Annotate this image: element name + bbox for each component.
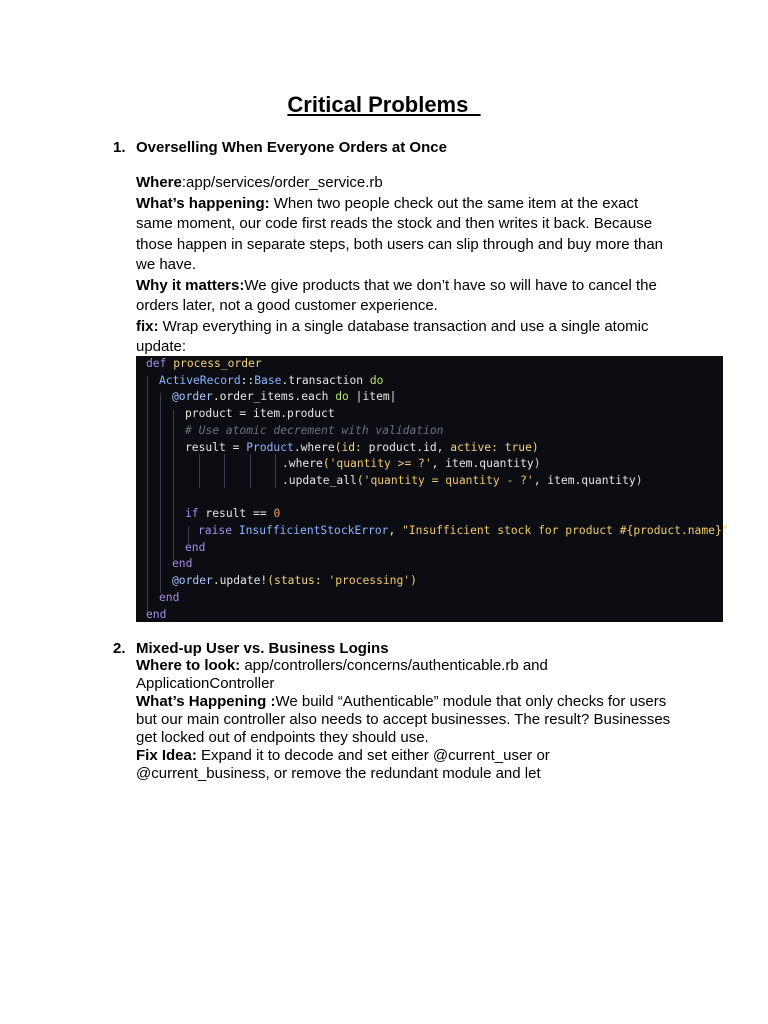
list-number-1: 1. bbox=[113, 139, 126, 156]
fix-text-1: Wrap everything in a single database transaction and use a single atomic bbox=[158, 317, 649, 335]
happening2-line-1 bbox=[136, 693, 696, 711]
code-line-2 bbox=[159, 373, 383, 390]
item-2-body bbox=[136, 657, 696, 783]
code-line-5: # Use atomic decrement with validation bbox=[185, 423, 444, 437]
code-token: ( bbox=[322, 457, 330, 471]
code-token: , bbox=[388, 524, 403, 537]
code-line-6 bbox=[185, 440, 539, 457]
code-token: ( bbox=[356, 473, 364, 487]
happening-line-4: we have. bbox=[136, 256, 197, 273]
fix-line-2: update: bbox=[136, 338, 187, 355]
indent-guide bbox=[173, 410, 174, 560]
indent-guide bbox=[199, 454, 200, 488]
code-token: " bbox=[721, 524, 729, 537]
code-token: ) bbox=[410, 574, 417, 588]
code-token: 0 bbox=[273, 507, 281, 521]
indent-guide bbox=[275, 454, 276, 488]
happening2-text-1: We build “Authenticable” module that only checks for users bbox=[275, 693, 667, 710]
code-token: ( bbox=[267, 574, 275, 588]
code-token: 'quantity = quantity - ?' bbox=[363, 473, 534, 487]
look-line-2: ApplicationController bbox=[136, 675, 275, 692]
list-number-2: 2. bbox=[113, 640, 126, 657]
code-token: raise bbox=[198, 524, 233, 537]
code-line-14: end bbox=[159, 590, 180, 604]
fix-label: fix: bbox=[136, 317, 159, 335]
matters-text-1: We give products that we don’t have so will have to cancel the bbox=[244, 276, 657, 294]
look-label: Where to look: bbox=[136, 657, 241, 674]
code-line-10 bbox=[198, 523, 729, 540]
indent-guide bbox=[224, 454, 225, 488]
code-token: product.id, bbox=[361, 440, 451, 454]
fix-line-1 bbox=[136, 317, 696, 338]
fix2-text-1: Expand it to decode and set either @current_user or bbox=[196, 747, 550, 764]
code-block bbox=[136, 356, 729, 622]
code-token: do bbox=[369, 373, 384, 387]
look-line-1 bbox=[136, 657, 696, 675]
code-line-9 bbox=[185, 506, 280, 523]
code-token: |item| bbox=[348, 390, 397, 404]
happening-line-3: those happen in separate steps, both users can slip through and buy more than bbox=[136, 235, 664, 253]
code-line-15: end bbox=[146, 607, 167, 621]
code-token: ) bbox=[635, 473, 643, 487]
code-token: .update! bbox=[212, 574, 268, 588]
code-token: result == bbox=[198, 507, 274, 521]
code-token: .order_items.each bbox=[212, 390, 336, 404]
code-token: if bbox=[185, 507, 199, 521]
where-line bbox=[136, 173, 696, 194]
matters-line-2: orders later, not a good customer experience. bbox=[136, 297, 438, 314]
code-line-1 bbox=[146, 356, 262, 373]
code-line-11: end bbox=[185, 540, 206, 554]
code-token: process_order bbox=[173, 357, 262, 370]
code-token: .update_all bbox=[282, 473, 357, 487]
indent-guide bbox=[160, 393, 161, 593]
code-token: id: bbox=[341, 440, 362, 454]
matters-line-1 bbox=[136, 276, 696, 297]
code-token: .where bbox=[293, 440, 335, 454]
code-token: .transaction bbox=[281, 373, 370, 387]
page-title: Critical Problems bbox=[287, 92, 481, 117]
code-token: , item.quantity bbox=[431, 457, 534, 471]
happening-text-1: When two people check out the same item at the exact bbox=[269, 194, 639, 212]
code-token: Product bbox=[246, 440, 294, 454]
code-token: 'processing' bbox=[321, 574, 411, 588]
matters-label: Why it matters: bbox=[136, 276, 245, 294]
code-line-12: end bbox=[172, 557, 193, 571]
item-2-heading: Mixed-up User vs. Business Logins bbox=[136, 640, 389, 657]
happening2-line-2: but our main controller also needs to accept businesses. The result? Businesses bbox=[136, 711, 671, 728]
look-text-1: app/controllers/concerns/authenticable.rb and bbox=[240, 657, 548, 674]
item-1-heading: Overselling When Everyone Orders at Once bbox=[136, 139, 447, 156]
code-token: result = bbox=[185, 440, 247, 454]
code-token: "Insufficient stock for product # bbox=[402, 524, 627, 537]
fix2-label: Fix Idea: bbox=[136, 747, 197, 764]
code-token: 'quantity >= ?' bbox=[329, 457, 432, 471]
fix2-line-2: @current_business, or remove the redundant module and let bbox=[136, 765, 541, 782]
code-token: status: bbox=[274, 574, 322, 588]
code-token: } bbox=[714, 524, 722, 537]
fix2-line-1 bbox=[136, 747, 696, 765]
code-token: do bbox=[335, 390, 349, 404]
where-value: :app/services/order_service.rb bbox=[181, 174, 383, 191]
code-token: :: bbox=[240, 373, 255, 387]
code-token: ) bbox=[531, 440, 539, 454]
item-1-body bbox=[136, 173, 696, 358]
code-line-4: product = item.product bbox=[185, 407, 335, 421]
code-token: @order bbox=[172, 574, 213, 588]
code-line-8 bbox=[282, 473, 643, 490]
code-token: ( bbox=[334, 440, 342, 454]
happening2-label: What’s Happening : bbox=[136, 693, 276, 710]
code-token: , item.quantity bbox=[533, 473, 636, 487]
code-line-3 bbox=[172, 389, 396, 406]
indent-guide bbox=[147, 376, 148, 614]
code-token: @order bbox=[172, 390, 213, 404]
code-token: ) bbox=[533, 457, 541, 471]
code-token: ActiveRecord bbox=[159, 373, 241, 387]
code-token: active: bbox=[450, 440, 498, 454]
happening2-line-3: get locked out of endpoints they should use. bbox=[136, 729, 429, 746]
code-token: true bbox=[497, 440, 532, 454]
code-token: { bbox=[626, 524, 634, 537]
where-label: Where bbox=[136, 174, 182, 191]
happening-label: What’s happening: bbox=[136, 194, 270, 212]
code-token: product.name bbox=[633, 524, 715, 537]
happening-line-2: same moment, our code first reads the stock and then writes it back. Because bbox=[136, 215, 653, 232]
code-token: Base bbox=[254, 373, 282, 387]
happening-line-1 bbox=[136, 194, 696, 215]
code-line-13 bbox=[172, 573, 417, 590]
code-token: def bbox=[146, 357, 167, 370]
code-token: .where bbox=[282, 457, 323, 471]
code-token: InsufficientStockError bbox=[232, 524, 389, 537]
code-line-7 bbox=[282, 456, 541, 473]
indent-guide bbox=[250, 454, 251, 488]
